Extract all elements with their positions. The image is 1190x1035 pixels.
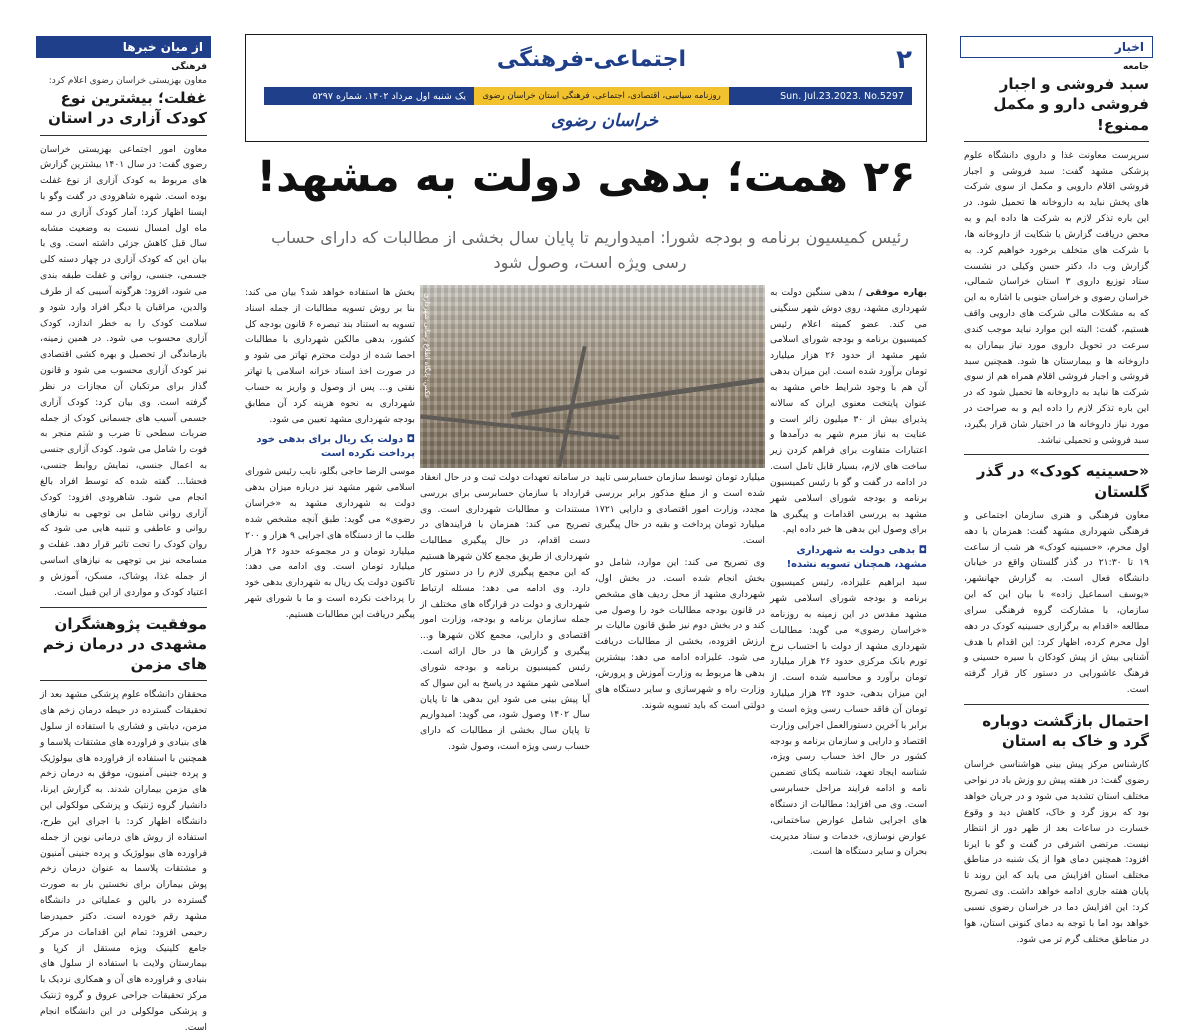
masthead-bar <box>264 87 912 105</box>
main-headline[interactable]: ۲۶ همت؛ بدهی دولت به مشهد! <box>256 152 916 202</box>
main-subtitle: رئیس کمیسیون برنامه و بودجه شورا: امیدواریم تا پایان سال بخشی از مطالبات که دارای حساب رسی ویژه است، وصول شود <box>271 228 909 272</box>
right-story3-body: کارشناس مرکز پیش بینی هواشناسی خراسان رضوی گفت: در هفته پیش رو وزش باد در نواحی مختلف استان تشدید می شود و در جریان خواهد بود که بروز گرد و خاک، کاهش دید و وقوع خسارت در ساعات بعد از ظهر دور از انتظار نیست. مرتضی اشرفی در گفت و گو با ایرنا افزود: همچنین دمای هوا از یک شنبه در مناطق مختلف استان افزایش می یابد که این روند تا پایان هفته جاری ادامه خواهد داشت. وی تصریح کرد: این افزایش دما در خراسان رضوی نسبی خواهد بود اما با توجه به دمای کنونی استان، هوا در مناطق مختلف گرم تر می شود. <box>964 759 1149 945</box>
right-story3-title[interactable]: احتمال بازگشت دوباره گرد و خاک به استان <box>982 711 1149 751</box>
left-story1-kicker: معاون بهزیستی خراسان رضوی اعلام کرد: <box>48 76 207 86</box>
article-lead-text: بدهی سنگین دولت به شهرداری مشهد، روی دوش شهر سنگینی می کند. عضو کمیته اعلام رئیس کمیسیون برنامه و بودجه شورای اسلامی شهر مشهد از حدود ۲۶ هزار میلیارد تومان برآورد شده است. این میزان بدهی آن هم با وجود شرایط خاص مشهد به عنوان پایتخت معنوی ایران که سالانه پذیرای بیش از ۳۰ میلیون زائر است و عنایت به نیاز مبرم شهر به درآمدها و اعتبارات متفاوت برای فراهم کردن زیر ساخت های لازم، بسیار قابل تامل است. در ادامه در گفت و گو با رئیس کمیسیون برنامه و بودجه شورای اسلامی شهر مشهد به بررسی اقدامات و پیگیری ها برای وصول این بدهی ها خبر داده ایم. <box>770 287 928 536</box>
divider <box>964 454 1149 455</box>
right-box-title: اخبار <box>960 36 1153 58</box>
article-col2-p2: وی تصریح می کند: این موارد، شامل دو بخش انجام شده است. در بخش اول، شهرداری مشهد از محل ردیف های مشخص در قانون بودجه مطالبات خود را وصول می کند و در بخش دوم نیز طبق قانون مالیات بر ارزش افزوده، بخشی از مطالبات دریافت می شود. علیزاده ادامه می دهد: بیشترین بدهی ها مربوط به وزارت آموزش و پرورش، وزارت راه و شهرسازی و سایر دستگاه های دولتی است که باید تسویه شوند. <box>595 557 765 711</box>
left-story1-body: معاون امور اجتماعی بهزیستی خراسان رضوی گفت: در سال ۱۴۰۱ بیشترین گزارش های مربوط به کودک آزاری از نوع غفلت بوده است. شهره شاهرودی در گفت وگو با ایسنا اظهار کرد: آمار کودک آزاری در سه ماه اول امسال نسبت به وضعیت مشابه سال قبل کاهش جزئی داشته است. وی با بیان این که کودک آزاری در چهار دسته کلی جسمی، جنسی، روانی و غفلت طبقه بندی می شود، افزود: هرگونه آسیبی که از طرف والدین، مراقبان یا دیگر افراد وارد شود و سلامت کودک را به خطر اندازد، کودک آزاری محسوب می شود. در همین زمینه، بازماندگی از تحصیل و بهره کشی اقتصادی نیز کودک آزاری محسوب می شود و قانون گذار برای مرتکبان آن مجازات در نظر گرفته است. وی بیان کرد: کودک آزاری جسمی آسیب های جسمانی کودک از جمله ضربات سطحی تا ضرب و شتم منجر به فوت را شامل می شود. کودک آزاری جنسی به اعمال جنسی، نمایش روابط جنسی، فحشا... گفته شده که توسط افراد بالغ انجام می شود. شاهرودی افزود: کودک آزاری روانی شامل بی توجهی به نیازهای روانی و عاطفی و تنبیه هایی می شود که روان کودک را تحت تاثیر قرار دهد. غفلت و مسامحه نیز بی توجهی به نیازهای اساسی از جمله غذا، پوشاک، مسکن، آموزش و اعتیاد کودک و مواردی از این قبیل است. <box>40 143 207 598</box>
article-subhead-2: ◘ دولت یک ریال برای بدهی خود پرداخت نکرده است <box>245 433 415 461</box>
right-story1-title[interactable]: سبد فروشی و اجبار فروشی دارو و مکمل ممنوع! <box>993 75 1149 134</box>
photo-credit: عکس: پایگاه اطلاع رسانی شهرداری <box>423 293 431 399</box>
left-story2-title[interactable]: موفقیت پژوهشگران مشهدی در درمان زخم های مزمن <box>42 614 207 674</box>
byline: بهاره موفقی <box>865 287 928 298</box>
left-box-title: از میان خبرها <box>36 36 211 58</box>
divider <box>40 135 207 136</box>
photo-road <box>420 415 619 440</box>
left-story1-title[interactable]: غفلت؛ بیشترین نوع کودک آزاری در استان <box>48 89 207 128</box>
divider <box>964 141 1149 142</box>
right-news-column <box>960 36 1153 945</box>
tagline: روزنامه سیاسی، اقتصادی، اجتماعی، فرهنگی استان خراسان رضوی <box>474 87 729 105</box>
article-col4-p1: بخش ها استفاده خواهد شد؟ بیان می کند: بنا بر روش تسویه مطالبات از جمله اسناد تسویه به استناد بند تبصره ۶ قانون بودجه کل کشور، بدهی مالکین شهرداری با مطالبات احصا شده از دولت محترم تهاتر می شود و در صورت اخذ اسناد خزانه اسلامی یا تهاتر نفتی و... پس از وصول و واریز به حساب شهرداری به نحوه هزینه کرد آن مطابق بودجه شهرداری مشهد تعیین می شود. <box>245 287 415 425</box>
section-title: اجتماعی-فرهنگی <box>496 47 686 72</box>
article-col4-p2: موسی الرضا حاجی بگلو، نایب رئیس شورای اسلامی شهر مشهد نیز درباره میزان بدهی دولت به شهرداری مشهد به «خراسان رضوی» می گوید: طبق آنچه مشخص شده طلب ما از دستگاه های اجرایی ۹ هزار و ۲۰۰ میلیارد تومان و در مجموعه حدود ۲۶ هزار میلیارد تومان است. وی ادامه می دهد: تاکنون دولت یک ریال به شهرداری بدهی خود را پرداخت نکرده است و ما با شورای شهر پیگیر دریافت این مطالبات هستیم. <box>245 466 415 620</box>
article-col1-body: سید ابراهیم علیزاده، رئیس کمیسیون برنامه و بودجه شورای اسلامی شهر مشهد مقدس در این زمینه به روزنامه «خراسان رضوی» می گوید: مطالبات شهرداری مشهد از دولت با احتساب نرخ تورم بانک مرکزی حدود ۲۶ هزار میلیارد تومان برآورد و محاسبه شده است. از این میزان بدهی، حدود ۲۴ هزار میلیارد تومان آن فاقد حساب رسی ویژه است و برابر با آخرین دستورالعمل اجرایی وزارت اقتصاد و دارایی و سازمان برنامه و بودجه کشور در حال اخذ حساب رسی ویژه، شناسه ایجاد تعهد، شناسه یکتای تضمین نامه و ادامه فرایند مراحل حسابرسی است. وی می افزاید: مطالبات از دستگاه های اجرایی شامل عوارض ساختمانی، عوارض نوسازی، خدمات و ستاد مدیریت بحران و سایر دستگاه ها است. <box>770 577 927 858</box>
right-story2-title[interactable]: «حسینیه کودک» در گذر گلستان <box>976 462 1149 501</box>
right-story2-body: معاون فرهنگی و هنری سازمان اجتماعی و فرهنگی شهرداری مشهد گفت: همزمان با دهه اول محرم، «حسینیه کودک» هر شب از ساعت ۱۹ تا ۲۱:۳۰ در گذر گلستان واقع در خیابان دانشگاه فعال است. به گزارش جهانشهر، «یوسف اسماعیل زاده» با بیان این که این سازمان، با مشارکت گروه فرهنگی سرای مطالعه «اقدام به برگزاری حسینیه کودک در دهه اول محرم کرده، اظهار کرد: این اقدام با هدف آشنایی بیش از پیش کودکان با سیره حسینی و فرهنگ عاشورایی در دستور کار قرار گرفته است. <box>964 509 1149 696</box>
right-tag: جامعه <box>1123 62 1149 72</box>
masthead <box>245 34 927 142</box>
divider <box>40 680 207 681</box>
date-fa: یک شنبه اول مرداد ۱۴۰۲. شماره ۵۲۹۷ <box>264 87 474 105</box>
right-story1-body: سرپرست معاونت غذا و داروی دانشگاه علوم پزشکی مشهد گفت: سبد فروشی و اجبار فروشی اقلام دارویی و مکمل از سوی شرکت های پخش نباید به داروخانه ها تحمیل شود. در این باره تذکر لازم به شرکت ها داده ایم و به محض دریافت گزارش یا شکایت از داروخانه ها، با شرکت های متخلف برخورد خواهیم کرد. به گزارش وب دا، دکتر حسن وکیلی در نشست ستاد توزیع داروی ۳ استان خراسان شمالی، خراسان رضوی و خراسان جنوبی با اشاره به این که به مشکلات مالی شرکت های دارویی واقف هستیم، گفت: البته این موارد نباید موجب کندی سرعت در تحویل داروی مورد نیاز بیماران به داروخانه ها و بیمارستان ها شود. همچنین سبد فروشی و اجبار فروشی اقلام همراه هم از سوی شرکت ها نباید به داروخانه ها تحمیل شود که در این باره تذکر لازم را داده ایم و به صراحت در مورد نیاز داروخانه ها در اختیار شان قرار بگیرد، سبد فروشی و تحمیلی نباشد. <box>964 149 1149 446</box>
article-col3-p1: در سامانه تعهدات دولت ثبت و در حال انعقاد قرارداد با سازمان حسابرسی برای بررسی مستندات و مطالبات شهرداری است. وی تصریح می کند: همزمان با فرایندهای در دست اقدام، در حال پیگیری مطالبات شهرداری از طریق مجمع کلان شهرها هستیم که این مجمع پیگیری لازم را در دستور کار دارد. وی ادامه می دهد: مسئله ارتباط شهرداری و دولت در قرارگاه های مختلف از جمله سازمان برنامه و بودجه، وزارت امور اقتصادی و دارایی، مجمع کلان شهرها و... پیگیری و گزارش ها در حال ارائه است. رئیس کمیسیون برنامه و بودجه شورای اسلامی شهر مشهد در پاسخ به این سوال که آیا پیش بینی می شود این بدهی ها تا پایان سال ۱۴۰۲ وصول شود، می گوید: امیدواریم تا پایان سال بخشی از مطالبات که دارای حساب رسی ویژه است، وصول شود. <box>420 472 590 753</box>
date-en: Sun. Jul.23.2023. No.5297 <box>729 87 912 105</box>
photo-road <box>511 377 764 417</box>
article-column-4 <box>245 285 415 875</box>
article-column-3 <box>420 470 590 875</box>
article-lead: بهاره موفقی / بدهی سنگین دولت به شهرداری مشهد، روی دوش شهر سنگینی می کند. عضو کمیته اعلام رئیس کمیسیون برنامه و بودجه شورای اسلامی شهر مشهد از حدود ۲۶ هزار میلیارد تومان برآورد شده است. این میزان بدهی آن هم با وجود شرایط خاص مشهد به عنوان پایتخت معنوی ایران که سالانه پذیرای بیش از ۳۰ میلیون زائر است و عنایت به نیاز مبرم شهر به درآمدها و اعتبارات متفاوت برای فراهم کردن زیر ساخت های لازم، بسیار قابل تامل است. در ادامه در گفت و گو با رئیس کمیسیون برنامه و بودجه شورای اسلامی شهر مشهد به بررسی اقدامات و پیگیری ها برای وصول این بدهی ها خبر داده ایم. <box>770 287 928 536</box>
divider <box>964 704 1149 705</box>
page-number: ۲ <box>896 45 912 75</box>
newspaper-logo: خراسان رضوی <box>551 111 659 131</box>
left-story2-body: محققان دانشگاه علوم پزشکی مشهد بعد از تحقیقات گسترده در حیطه درمان زخم های مزمن، دیابتی و فشاری با استفاده از سلول های بنیادی و فراورده های مشتقات پلاسما و همچنین با استفاده از فراورده های بیولوژیک و پرده جنینی آمنیون، موفق به درمان زخم های مزمن بیماران شدند. به گزارش ایرنا، دانشیار گروه ژنتیک و پزشکی مولکولی این دانشگاه اظهار کرد: با اجرای این طرح، استفاده از روش های درمانی نوین از جمله فراورده های بیولوژیک و پرده جنینی آمنیون و مشتقات پلاسما به عنوان درمان زخم پوش بیماران برای نخستین بار به صورت گسترده در بالین و عملیاتی در دانشگاه مشهد رقم خورده است. دکتر حمیدرضا رحیمی افزود: تمام این اقدامات در مرکز جامع کلینیک ویژه مستقل از کرپا و بیمارستان ولایت با استفاده از سلول های بنیادی و فراورده های آن و همکاری نزدیک با مرکز تحقیقات جراحی عروق و گروه ژنتیک و پزشکی مولکولی در این دانشگاه انجام است. <box>40 689 207 1033</box>
article-column-1 <box>770 285 927 875</box>
article-subhead-1: ◘ بدهی دولت به شهرداری مشهد، همچنان تسویه نشده! <box>770 544 927 572</box>
left-news-column <box>36 36 211 1033</box>
article-col2-p1: میلیارد تومان توسط سازمان حسابرسی تایید شده است و از مبلغ مذکور برابر بررسی مجدد، وزارت امور اقتصادی و دارایی ۱۷۲۱ میلیارد تومان پرداخت و بقیه در حال پیگیری است. <box>595 472 765 547</box>
divider <box>40 607 207 608</box>
left-tag: فرهنگی <box>171 62 207 72</box>
city-aerial-photo <box>420 285 765 468</box>
article-column-2 <box>595 470 765 875</box>
